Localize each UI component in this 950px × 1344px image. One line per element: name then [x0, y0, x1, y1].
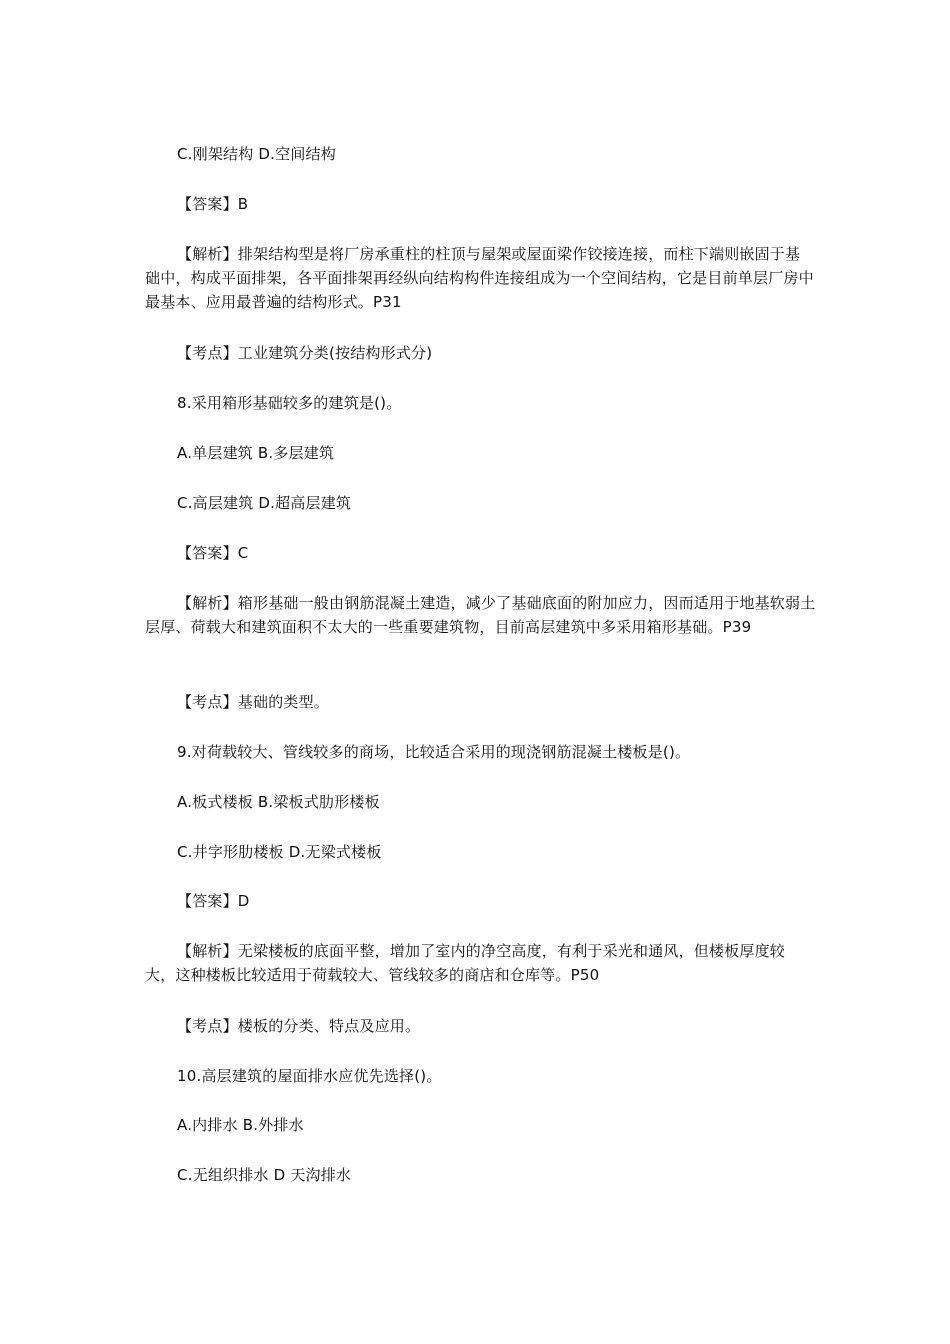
paragraph-option-a-b: A.内排水 B.外排水 [177, 1116, 304, 1134]
paragraph-key-point: 【考点】工业建筑分类(按结构形式分) [177, 344, 433, 362]
paragraph-option-c-d: C.井字形肋楼板 D.无梁式楼板 [177, 843, 382, 861]
paragraph-question-8: 8.采用箱形基础较多的建筑是()。 [177, 394, 402, 412]
paragraph-option-c-d: C.高层建筑 D.超高层建筑 [177, 494, 352, 512]
paragraph-option-c-d: C.刚架结构 D.空间结构 [177, 145, 336, 163]
paragraph-answer: 【答案】D [177, 892, 250, 910]
paragraph-question-9: 9.对荷载较大、管线较多的商场，比较适合采用的现浇钢筋混凝土楼板是()。 [177, 743, 691, 761]
paragraph-analysis: 【解析】无梁楼板的底面平整，增加了室内的净空高度，有利于采光和通风，但楼板厚度较大，这种楼板比较适用于荷载较大、管线较多的商店和仓库等。P50 [145, 942, 786, 984]
paragraph-key-point: 【考点】基础的类型。 [177, 693, 330, 711]
paragraph-option-a-b: A.板式楼板 B.梁板式肋形楼板 [177, 793, 380, 811]
paragraph-option-a-b: A.单层建筑 B.多层建筑 [177, 444, 335, 462]
paragraph-key-point: 【考点】楼板的分类、特点及应用。 [177, 1017, 421, 1035]
paragraph-analysis: 【解析】箱形基础一般由钢筋混凝土建造，减少了基础底面的附加应力，因而适用于地基软弱土层厚、荷载大和建筑面积不太大的一些重要建筑物，目前高层建筑中多采用箱形基础。P39 [145, 594, 816, 636]
paragraph-analysis: 【解析】排架结构型是将厂房承重柱的柱顶与屋架或屋面梁作铰接连接，而柱下端则嵌固于基础中，构成平面排架，各平面排架再经纵向结构构件连接组成为一个空间结构，它是目前单层厂房中最基本、应用最普遍的结构形式。P31 [145, 245, 814, 311]
paragraph-answer: 【答案】B [177, 195, 249, 213]
paragraph-option-c-d: C.无组织排水 D 天沟排水 [177, 1166, 352, 1184]
paragraph-answer: 【答案】C [177, 544, 249, 562]
paragraph-question-10: 10.高层建筑的屋面排水应优先选择()。 [177, 1067, 442, 1085]
